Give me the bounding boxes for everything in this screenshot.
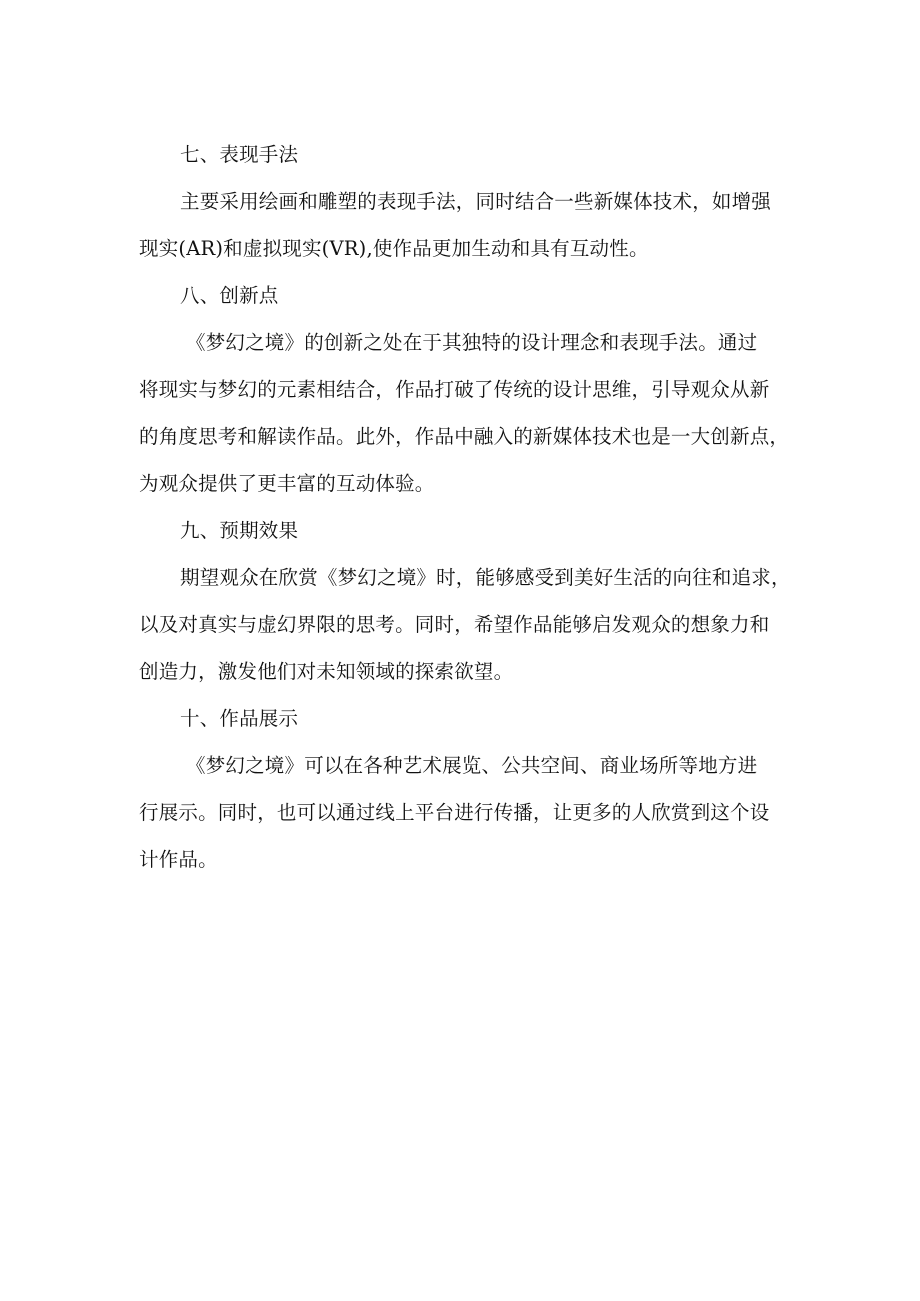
paragraph-line: 《梦幻之境》可以在各种艺术展览、公共空间、商业场所等地方进 [186, 754, 758, 777]
paragraph-line: 现实(AR)和虚拟现实(VR),使作品更加生动和具有互动性。 [139, 237, 649, 260]
paragraph-line: 为观众提供了更丰富的互动体验。 [139, 472, 435, 495]
paragraph-line: 计作品。 [139, 848, 218, 871]
paragraph-line: 《梦幻之境》的创新之处在于其独特的设计理念和表现手法。通过 [186, 331, 758, 354]
paragraph-line: 创造力，激发他们对未知领域的探索欲望。 [139, 660, 514, 683]
paragraph-line: 期望观众在欣赏《梦幻之境》时，能够感受到美好生活的向往和追求， [180, 566, 791, 589]
paragraph-line: 以及对真实与虚幻界限的思考。同时，希望作品能够启发观众的想象力和 [139, 613, 770, 636]
paragraph-line: 行展示。同时，也可以通过线上平台进行传播，让更多的人欣赏到这个设 [139, 801, 770, 824]
section-heading: 七、表现手法 [180, 143, 299, 166]
section-heading: 十、作品展示 [180, 707, 299, 730]
paragraph-line: 将现实与梦幻的元素相结合，作品打破了传统的设计思维，引导观众从新 [139, 378, 770, 401]
section-heading: 八、创新点 [180, 284, 279, 307]
paragraph-line: 的角度思考和解读作品。此外，作品中融入的新媒体技术也是一大创新点， [139, 425, 790, 448]
paragraph-line: 主要采用绘画和雕塑的表现手法，同时结合一些新媒体技术，如增强 [180, 190, 772, 213]
section-heading: 九、预期效果 [180, 519, 299, 542]
